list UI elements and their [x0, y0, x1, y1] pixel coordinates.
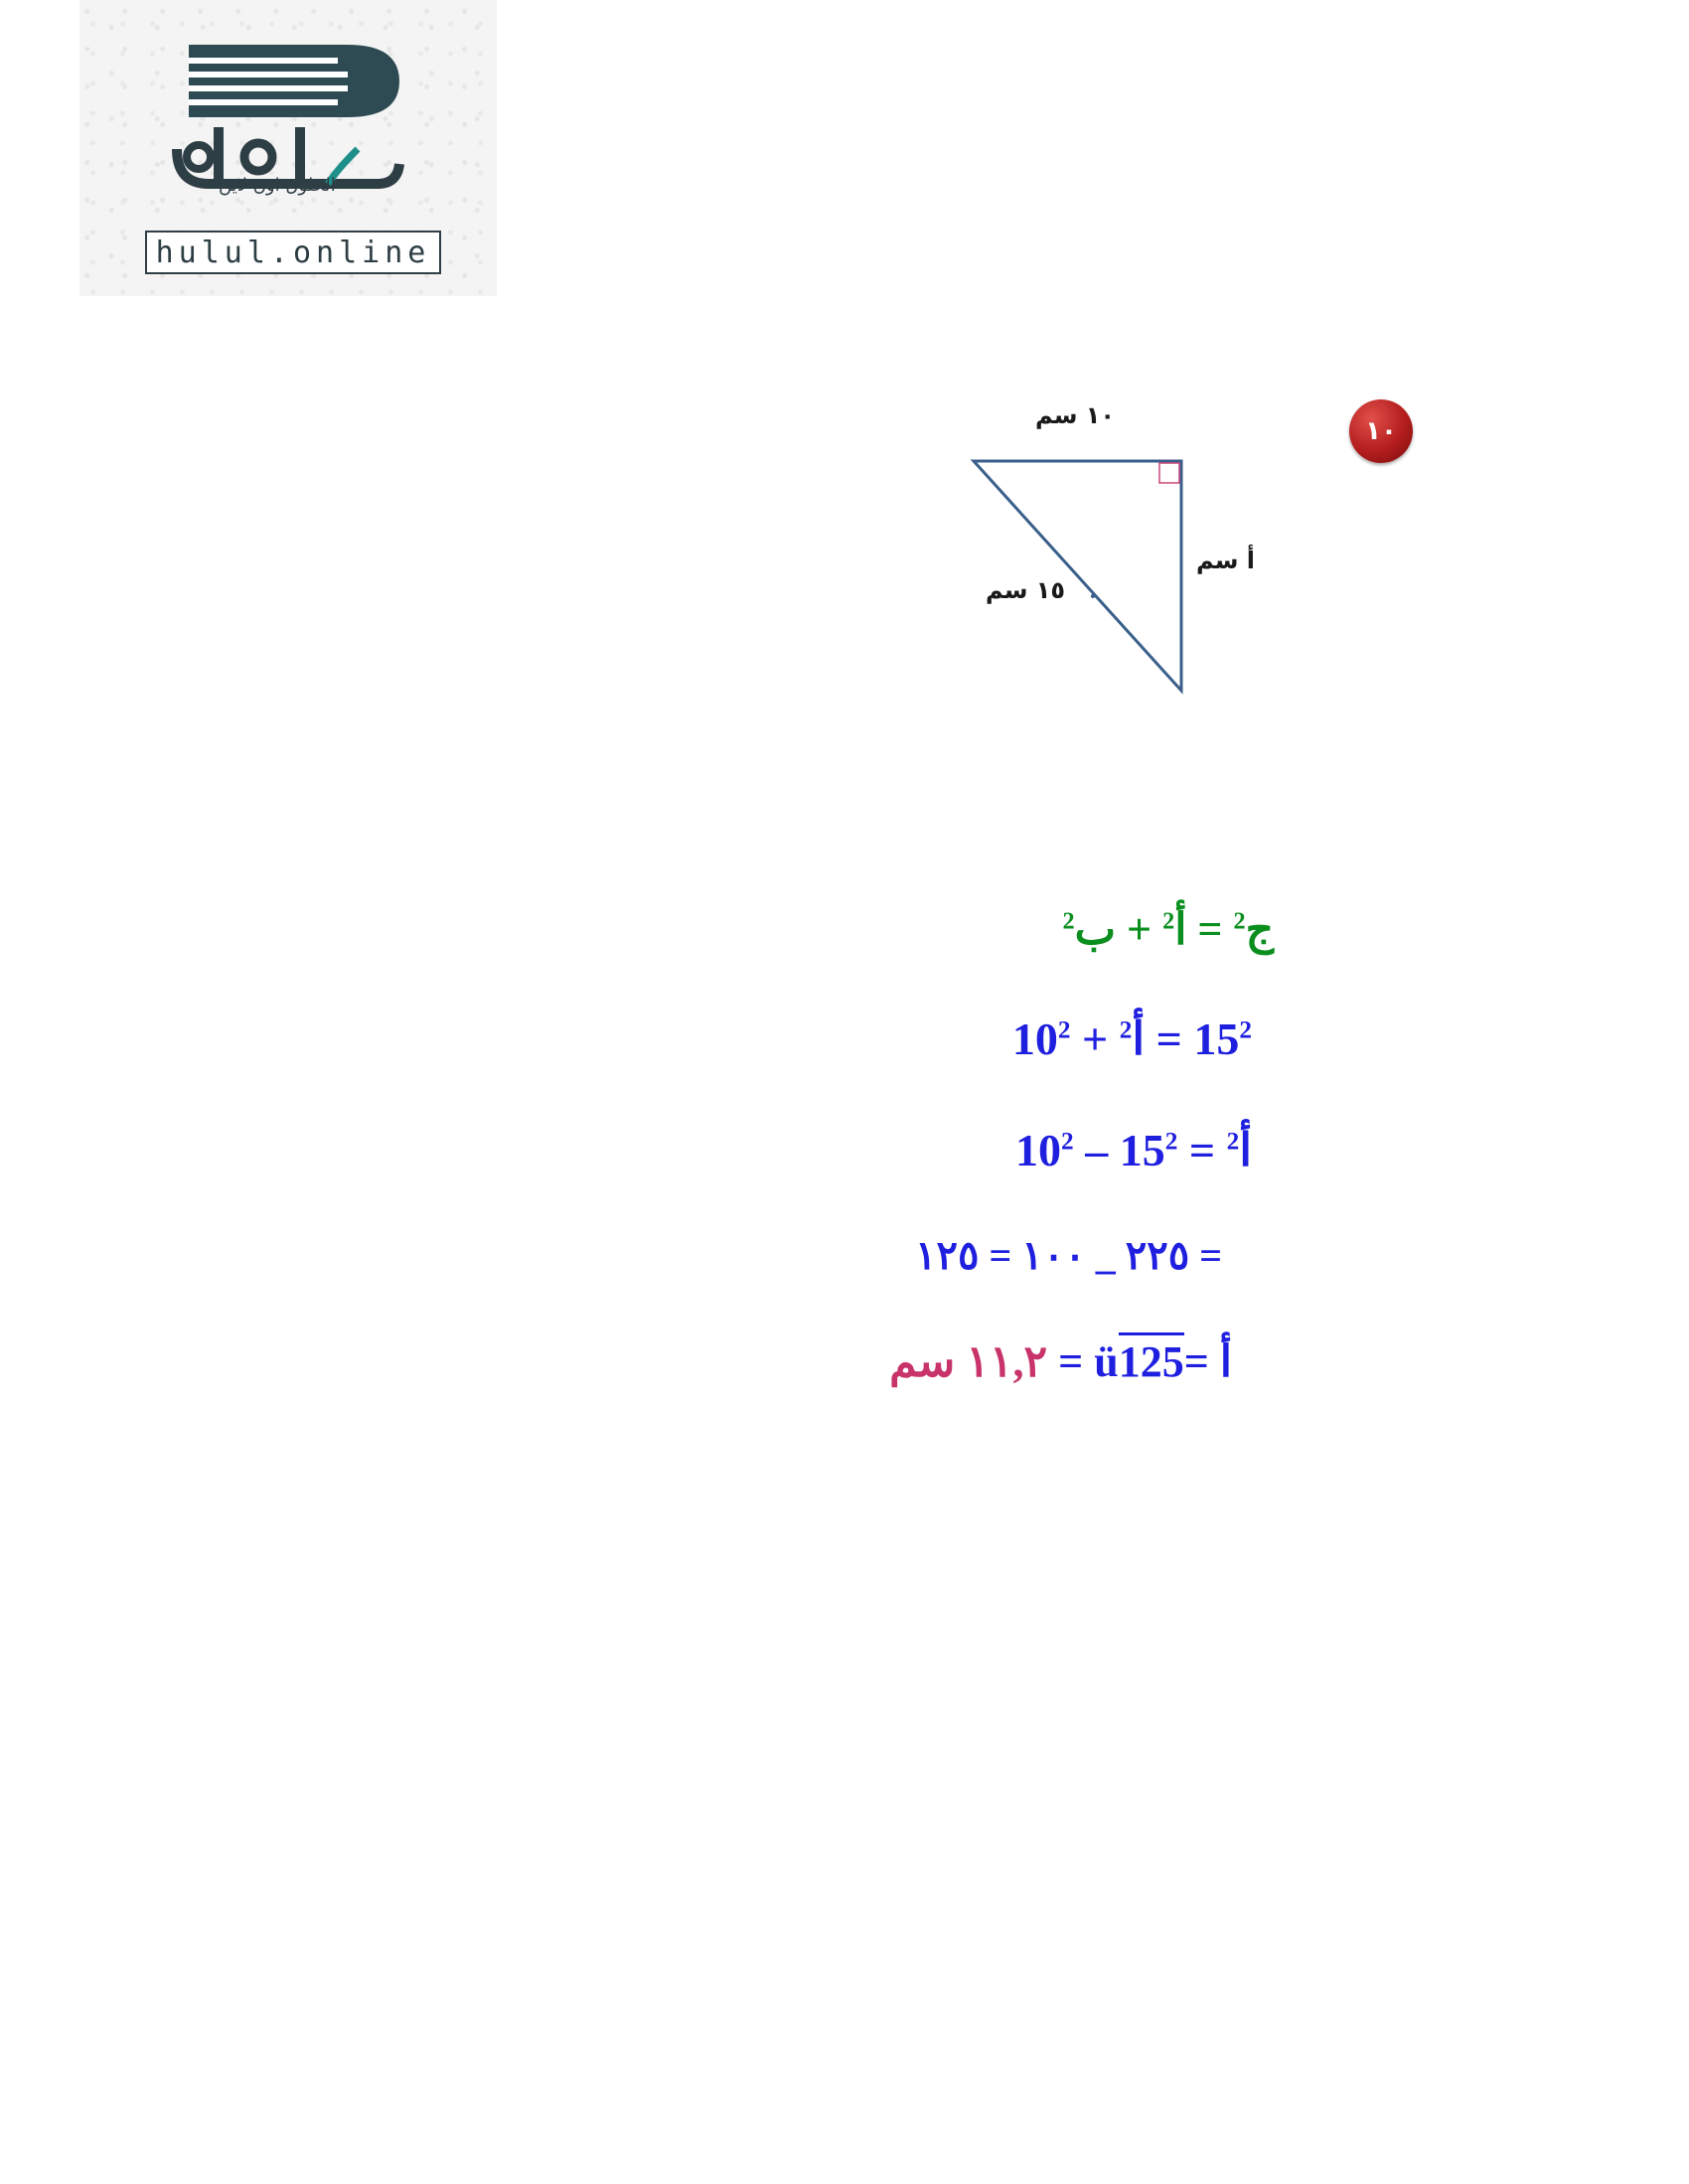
- pythagorean-formula: ج$^2$ = أ$^2$ + ب$^2$: [1062, 905, 1274, 954]
- side-top-label: ١٠ سم: [1035, 401, 1116, 429]
- result-line: أ =ü125 = ١١,٢ سم: [889, 1336, 1232, 1387]
- side-right-label: أ سم: [1196, 546, 1256, 574]
- logo-tagline: الحلول اون لاين: [219, 175, 336, 196]
- rearranged-line: أ$^2$ = $15^2 - 10^2$: [1015, 1125, 1252, 1175]
- logo-site-url: hulul.online: [145, 231, 441, 274]
- substitution-line: $15^2$ = أ$^2$ + $10^2$: [1011, 1014, 1252, 1064]
- square-root-radicand: 125: [1119, 1332, 1184, 1386]
- computation-line: = ٢٢٥ _ ١٠٠ = ١٢٥: [915, 1233, 1222, 1278]
- logo: [79, 0, 497, 296]
- right-angle-marker: [1159, 463, 1179, 483]
- final-answer: ١١,٢ سم: [889, 1337, 1048, 1386]
- right-triangle-figure: [954, 397, 1292, 725]
- question-number-badge: ١٠: [1349, 399, 1413, 463]
- hypotenuse-label: ١٥ سم: [986, 576, 1066, 604]
